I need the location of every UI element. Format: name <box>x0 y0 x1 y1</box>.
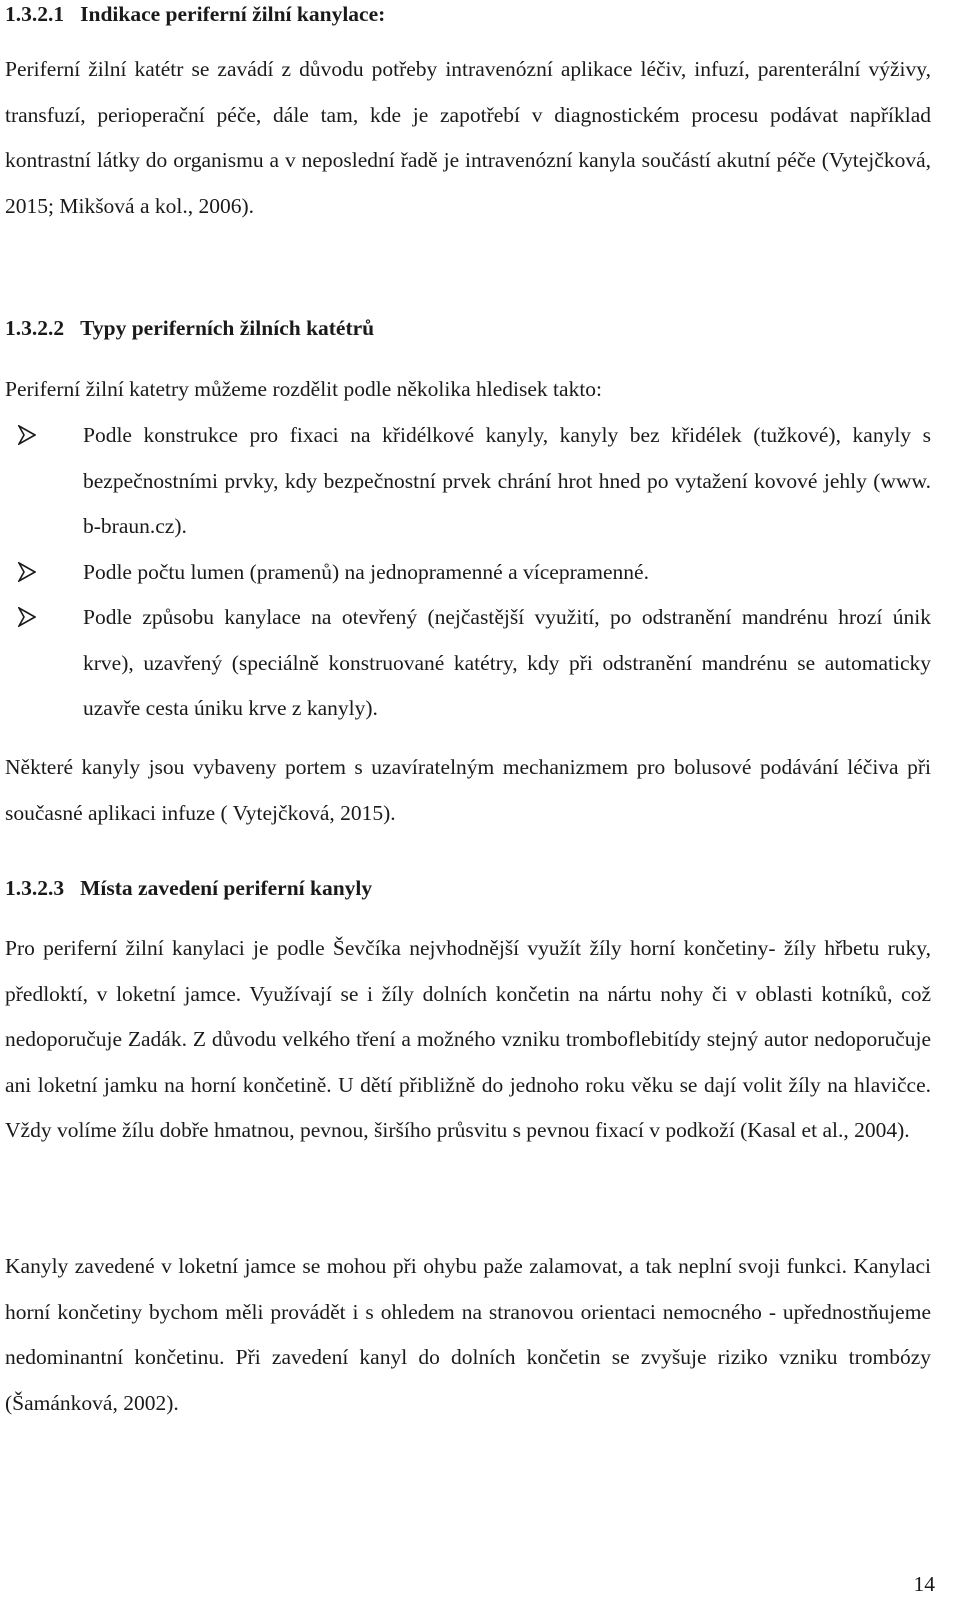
arrowhead-bullet-icon <box>18 562 36 582</box>
paragraph: Některé kanyly jsou vybaveny portem s uzavíratelným mechanizmem pro bolusové podávání léčiva při současné aplikaci infuze ( Vytejčková, 2015). <box>5 755 931 825</box>
arrowhead-bullet-icon <box>18 607 36 627</box>
page-number: 14 <box>913 1572 935 1596</box>
section-heading <box>5 316 374 341</box>
list-item-text: Podle způsobu kanylace na otevřený (nejčastější využití, po odstranění mandrénu hrozí únik krve), uzavřený (speciálně konstruované katétry, kdy při odstranění mandrénu se automaticky uzavře cesta úniku krve z kanyly). <box>83 605 931 720</box>
section-title: Typy periferních žilních katétrů <box>80 316 375 340</box>
list-item <box>5 413 931 550</box>
bullet-list <box>5 413 931 732</box>
section-number: 1.3.2.1 <box>5 2 65 26</box>
list-item-text: Podle konstrukce pro fixaci na křidélkové kanyly, kanyly bez křidélek (tužkové), kanyly s bezpečnostními prvky, kdy bezpečnostní prvek chrání hrot hned po vytažení kovové jehly (www. b-braun.cz). <box>83 423 931 538</box>
arrowhead-bullet-icon <box>18 425 36 445</box>
paragraph-intro: Periferní žilní katetry můžeme rozdělit podle několika hledisek takto: <box>5 377 603 401</box>
section-number: 1.3.2.3 <box>5 876 65 900</box>
section-heading <box>5 876 372 901</box>
paragraph: Periferní žilní katétr se zavádí z důvodu potřeby intravenózní aplikace léčiv, infuzí, parenterální výživy, transfuzí, perioperační péče, dále tam, kde je zapotřebí v diagnostickém procesu podávat například kontrastní látky do organismu a v neposlední řadě je intravenózní kanyla součástí akutní péče (Vytejčková, 2015; Mikšová a kol., 2006). <box>5 57 931 218</box>
paragraph: Pro periferní žilní kanylaci je podle Ševčíka nejvhodnější využít žíly horní končetiny- žíly hřbetu ruky, předloktí, v loketní jamce. Využívají se i žíly dolních končetin na nártu nohy či v oblasti kotníků, což nedoporučuje Zadák. Z důvodu velkého tření a možného vzniku tromboflebitídy stejný autor nedoporučuje ani loketní jamku na horní končetině. U dětí přibližně do jednoho roku věku se dají volit žíly na hlavičce. Vždy volíme žílu dobře hmatnou, pevnou, širšího průsvitu s pevnou fixací v podkoží (Kasal et al., 2004). <box>5 936 931 1142</box>
list-item-text: Podle počtu lumen (pramenů) na jednopramenné a vícepramenné. <box>83 559 649 584</box>
paragraph: Kanyly zavedené v loketní jamce se mohou při ohybu paže zalamovat, a tak neplní svoji funkci. Kanylaci horní končetiny bychom měli provádět i s ohledem na stranovou orientaci nemocného - upřednostňujeme nedominantní končetinu. Při zavedení kanyl do dolních končetin se zvyšuje riziko vzniku trombózy (Šamánková, 2002). <box>5 1254 931 1415</box>
section-title: Místa zavedení periferní kanyly <box>80 876 373 900</box>
section-number: 1.3.2.2 <box>5 316 65 340</box>
list-item <box>5 595 931 732</box>
section-title: Indikace periferní žilní kanylace: <box>80 2 386 26</box>
section-heading <box>5 2 385 27</box>
list-item <box>5 550 931 596</box>
